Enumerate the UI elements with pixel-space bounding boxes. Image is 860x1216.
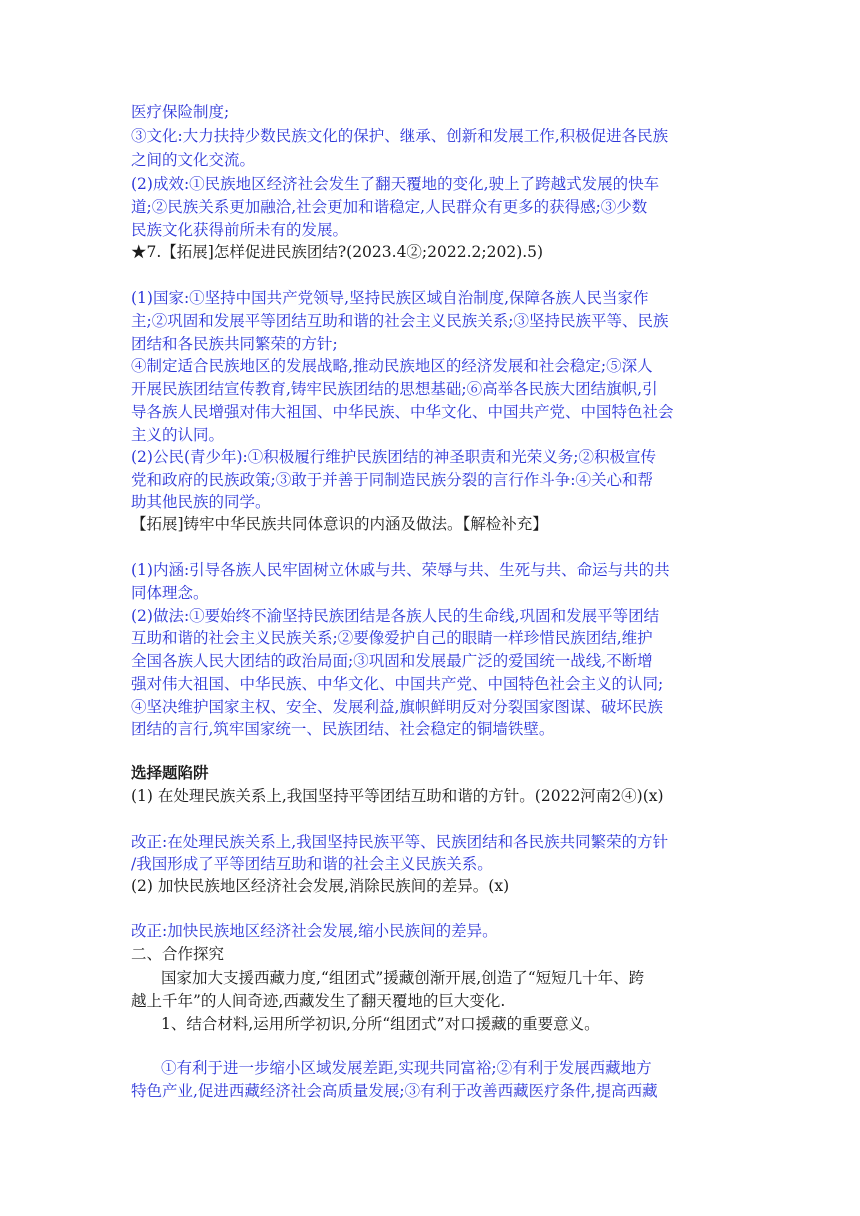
text-line: 互助和谐的社会主义民族关系;②要像爱护自己的眼睛一样珍惜民族团结,维护 xyxy=(131,629,653,647)
text-line: ④坚决维护国家主权、安全、发展利益,旗帜鲜明反对分裂国家图谋、破坏民族 xyxy=(131,698,663,716)
text-line: 全国各族人民大团结的政治局面;③巩固和发展最广泛的爱国统一战线,不断增 xyxy=(131,652,653,670)
text-line: 党和政府的民族政策;③敢于并善于同制造民族分裂的言行作斗争:④关心和帮 xyxy=(131,471,653,489)
text-line: 助其他民族的同学。 xyxy=(131,493,271,511)
question-heading: ★7.【拓展]怎样促进民族团结?(2023.4②;2022.2;202).5) xyxy=(131,243,544,261)
text-line: ①有利于进一步缩小区域发展差距,实现共同富裕;②有利于发展西藏地方 xyxy=(161,1059,652,1077)
text-line: 团结和各民族共同繁荣的方针; xyxy=(131,335,338,353)
text-line: 之间的文化交流。 xyxy=(131,151,256,169)
text-line: (1)内涵:引导各族人民牢固树立休戚与共、荣辱与共、生死与共、命运与共的共 xyxy=(131,561,670,579)
text-line: 特色产业,促进西藏经济社会高质量发展;③有利于改善西藏医疗条件,提高西藏 xyxy=(131,1082,658,1100)
text-line: 国家加大支援西藏力度,“组团式”援藏创渐开展,创造了“短短几十年、跨 xyxy=(161,969,645,987)
text-line: (2)成效:①民族地区经济社会发生了翻天覆地的变化,驶上了跨越式发展的快车 xyxy=(131,175,660,193)
text-line: 民族文化获得前所未有的发展。 xyxy=(131,221,349,239)
text-line: 开展民族团结宣传教育,铸牢民族团结的思想基础;⑥高举各民族大团结旗帜,引 xyxy=(131,380,658,398)
text-line: 主义的认同。 xyxy=(131,426,225,444)
text-line: (2)公民(青少年):①积极履行维护民族团结的神圣职责和光荣义务;②积极宣传 xyxy=(131,448,656,466)
text-line: ④制定适合民族地区的发展战略,推动民族地区的经济发展和社会稳定;⑤深人 xyxy=(131,357,653,375)
text-line: (1)国家:①坚持中国共产党领导,坚持民族区域自治制度,保障各族人民当家作 xyxy=(131,289,649,307)
text-line: 道;②民族关系更加融洽,社会更加和谐稳定,人民群众有更多的获得感;③少数 xyxy=(131,198,648,216)
text-line: ③文化:大力扶持少数民族文化的保护、继承、创新和发展工作,积极促进各民族 xyxy=(131,127,669,145)
text-line: 主;②巩固和发展平等团结互助和谐的社会主义民族关系;③坚持民族平等、民族 xyxy=(131,312,669,330)
text-line: 导各族人民增强对伟大祖国、中华民族、中华文化、中国共产党、中国特色社会 xyxy=(131,403,674,421)
text-line: (2)做法:①要始终不渝坚持民族团结是各族人民的生命线,巩固和发展平等团结 xyxy=(131,607,660,625)
text-line: 团结的言行,筑牢国家统一、民族团结、社会稳定的铜墙铁壁。 xyxy=(131,720,555,738)
text-line: (1) 在处理民族关系上,我国坚持平等团结互助和谐的方针。(2022河南2④)(x) xyxy=(131,787,664,805)
text-line: 同体理念。 xyxy=(131,584,209,602)
text-line: 强对伟大祖国、中华民族、中华文化、中国共产党、中国特色社会主义的认同; xyxy=(131,675,664,693)
text-line: 改正:在处理民族关系上,我国坚持民族平等、民族团结和各民族共同繁荣的方针 xyxy=(131,833,669,851)
text-line: (2) 加快民族地区经济社会发展,消除民族间的差异。(x) xyxy=(131,877,510,895)
text-line: /我国形成了平等团结互助和谐的社会主义民族关系。 xyxy=(131,855,493,873)
text-line: 改正:加快民族地区经济社会发展,缩小民族间的差异。 xyxy=(131,922,498,940)
extension-heading: 【拓展]铸牢中华民族共同体意识的内涵及做法。【解检补充】 xyxy=(131,515,548,533)
section-heading: 二、合作探究 xyxy=(131,945,225,963)
text-line: 越上千年”的人间奇迹,西藏发生了翻天覆地的巨大变化. xyxy=(131,992,506,1010)
text-line: 医疗保险制度; xyxy=(131,103,230,121)
section-heading: 选择题陷阱 xyxy=(131,764,209,782)
question-line: 1、结合材料,运用所学初识,分所“组团式”对口援藏的重要意义。 xyxy=(161,1015,600,1033)
